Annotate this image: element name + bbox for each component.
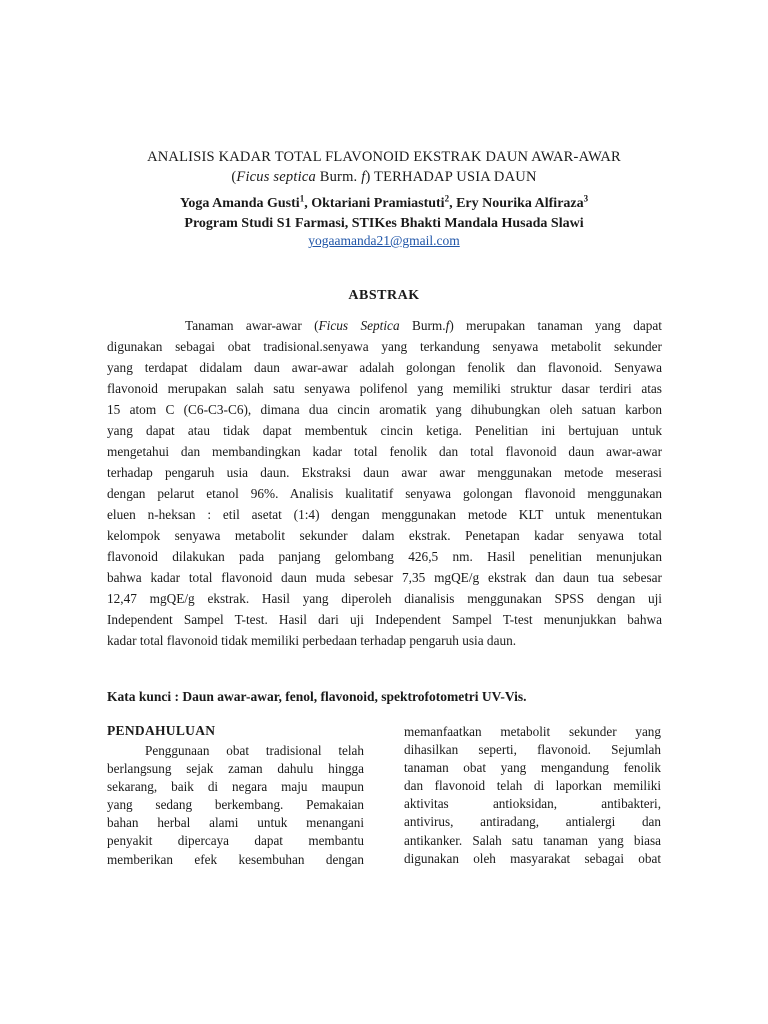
- abstract-line: yang terdapat didalam daun awar-awar adalah golongan fenolik dan flavonoid. Senyawa: [107, 360, 662, 375]
- abstract-line: mengetahui dan membandingkan kadar total fenolik dan total flavonoid daun awar-awar: [107, 444, 662, 459]
- intro-line: bahan herbal alami untuk menangani: [107, 815, 364, 831]
- title-authority: Burm.: [315, 169, 362, 185]
- title-species-name: Ficus septica: [236, 169, 316, 185]
- title-line-2: [60, 167, 708, 187]
- abstract-line: digunakan sebagai obat tradisional.senyawa yang terkandung senyawa metabolit sekunder: [107, 339, 662, 354]
- intro-line: dihasilkan seperti, flavonoid. Sejumlah: [404, 742, 661, 758]
- author-1: Yoga Amanda Gusti: [179, 196, 300, 211]
- abstract-text: Burm.: [399, 318, 446, 333]
- abstract-line: yang dapat atau tidak dapat membentuk cincin ketiga. Penelitian ini bertujuan untuk: [107, 423, 662, 438]
- intro-line: memberikan efek kesembuhan dengan: [107, 851, 364, 867]
- abstract-line: eluen n-heksan : etil asetat (1:4) dengan menggunakan metode KLT untuk menentukan: [107, 507, 662, 522]
- abstract-line-first: [107, 315, 662, 336]
- paper-title: [60, 147, 708, 187]
- intro-line: sekarang, baik di negara maju maupun: [107, 779, 364, 795]
- intro-line: aktivitas antioksidan, antibakteri,: [404, 796, 661, 812]
- abstract-line: 15 atom C (C6-C3-C6), dimana dua cincin aromatik yang dihubungkan oleh satuan karbon: [107, 402, 662, 417]
- abstract-text: ) merupakan tanaman yang dapat: [449, 318, 662, 333]
- intro-line: antikanker. Salah satu tanaman yang biasa: [404, 832, 661, 848]
- intro-line: antivirus, antiradang, antialergi dan: [404, 814, 661, 830]
- author-3-affil: 3: [583, 193, 589, 204]
- intro-line: digunakan oleh masyarakat sebagai obat: [404, 850, 661, 866]
- email-link[interactable]: yogaamanda21@gmail.com: [308, 233, 460, 248]
- abstract-line: kelompok senyawa metabolit sekunder dalam ekstrak. Penetapan kadar senyawa total: [107, 528, 662, 543]
- intro-line: tanaman obat yang mengandung fenolik: [404, 760, 661, 776]
- abstract-body: [107, 315, 662, 651]
- abstract-line: flavonoid dilakukan pada panjang gelombang 426,5 nm. Hasil penelitian menunjukan: [107, 549, 662, 564]
- abstract-line: flavonoid merupakan salah satu senyawa polifenol yang memiliki struktur dasar terdiri atas: [107, 381, 662, 396]
- abstract-line: bahwa kadar total flavonoid daun muda sebesar 7,35 mgQE/g ekstrak dan daun tua sebesar: [107, 570, 662, 585]
- abstract-line: dengan pelarut etanol 96%. Analisis kualitatif senyawa golongan flavonoid menggunakan: [107, 486, 662, 501]
- title-line-1: ANALISIS KADAR TOTAL FLAVONOID EKSTRAK DAUN AWAR-AWAR: [147, 149, 621, 165]
- section-heading-intro: PENDAHULUAN: [107, 723, 216, 738]
- author-names: [60, 194, 708, 214]
- intro-line: yang sedang berkembang. Pemakaian: [107, 797, 364, 813]
- keywords: Kata kunci : Daun awar-awar, fenol, flavonoid, spektrofotometri UV-Vis.: [107, 689, 527, 704]
- abstract-line: terhadap pengaruh usia daun. Ekstraksi daun awar awar menggunakan metode meserasi: [107, 465, 662, 480]
- title-line-2-rest: ) TERHADAP USIA DAUN: [365, 169, 537, 185]
- intro-column-left: [107, 722, 364, 869]
- intro-line: berlangsung sejak zaman dahulu hingga: [107, 761, 364, 777]
- abstract-text: Tanaman awar-awar (: [185, 318, 319, 333]
- author-block: [60, 194, 708, 234]
- title-authority-f: f: [361, 169, 366, 185]
- affiliation: Program Studi S1 Farmasi, STIKes Bhakti Mandala Husada Slawi: [184, 216, 584, 231]
- author-2: , Oktariani Pramiastuti: [304, 196, 445, 211]
- author-2-affil: 2: [444, 193, 450, 204]
- abstract-heading: ABSTRAK: [348, 288, 420, 303]
- intro-line: Penggunaan obat tradisional telah: [145, 743, 364, 758]
- abstract-authority-f: f: [445, 318, 450, 333]
- author-1-affil: 1: [299, 193, 305, 204]
- intro-line: penyakit dipercaya dapat membantu: [107, 833, 364, 849]
- intro-line: memanfaatkan metabolit sekunder yang: [404, 724, 661, 739]
- title-paren-open: (: [231, 169, 237, 185]
- abstract-line: Independent Sampel T-test. Hasil dari uji Independent Sampel T-test menunjukkan bahwa: [107, 612, 662, 627]
- abstract-line: 12,47 mgQE/g ekstrak. Hasil yang diperoleh dianalisis menggunakan SPSS dengan uji: [107, 591, 662, 606]
- abstract-species: Ficus Septica: [318, 318, 400, 333]
- author-email: [60, 232, 708, 250]
- author-3: , Ery Nourika Alfiraza: [449, 196, 584, 211]
- abstract-line: kadar total flavonoid tidak memiliki perbedaan terhadap pengaruh usia daun.: [107, 633, 517, 648]
- intro-column-right: [404, 723, 661, 868]
- intro-line: dan flavonoid telah di laporkan memiliki: [404, 778, 661, 794]
